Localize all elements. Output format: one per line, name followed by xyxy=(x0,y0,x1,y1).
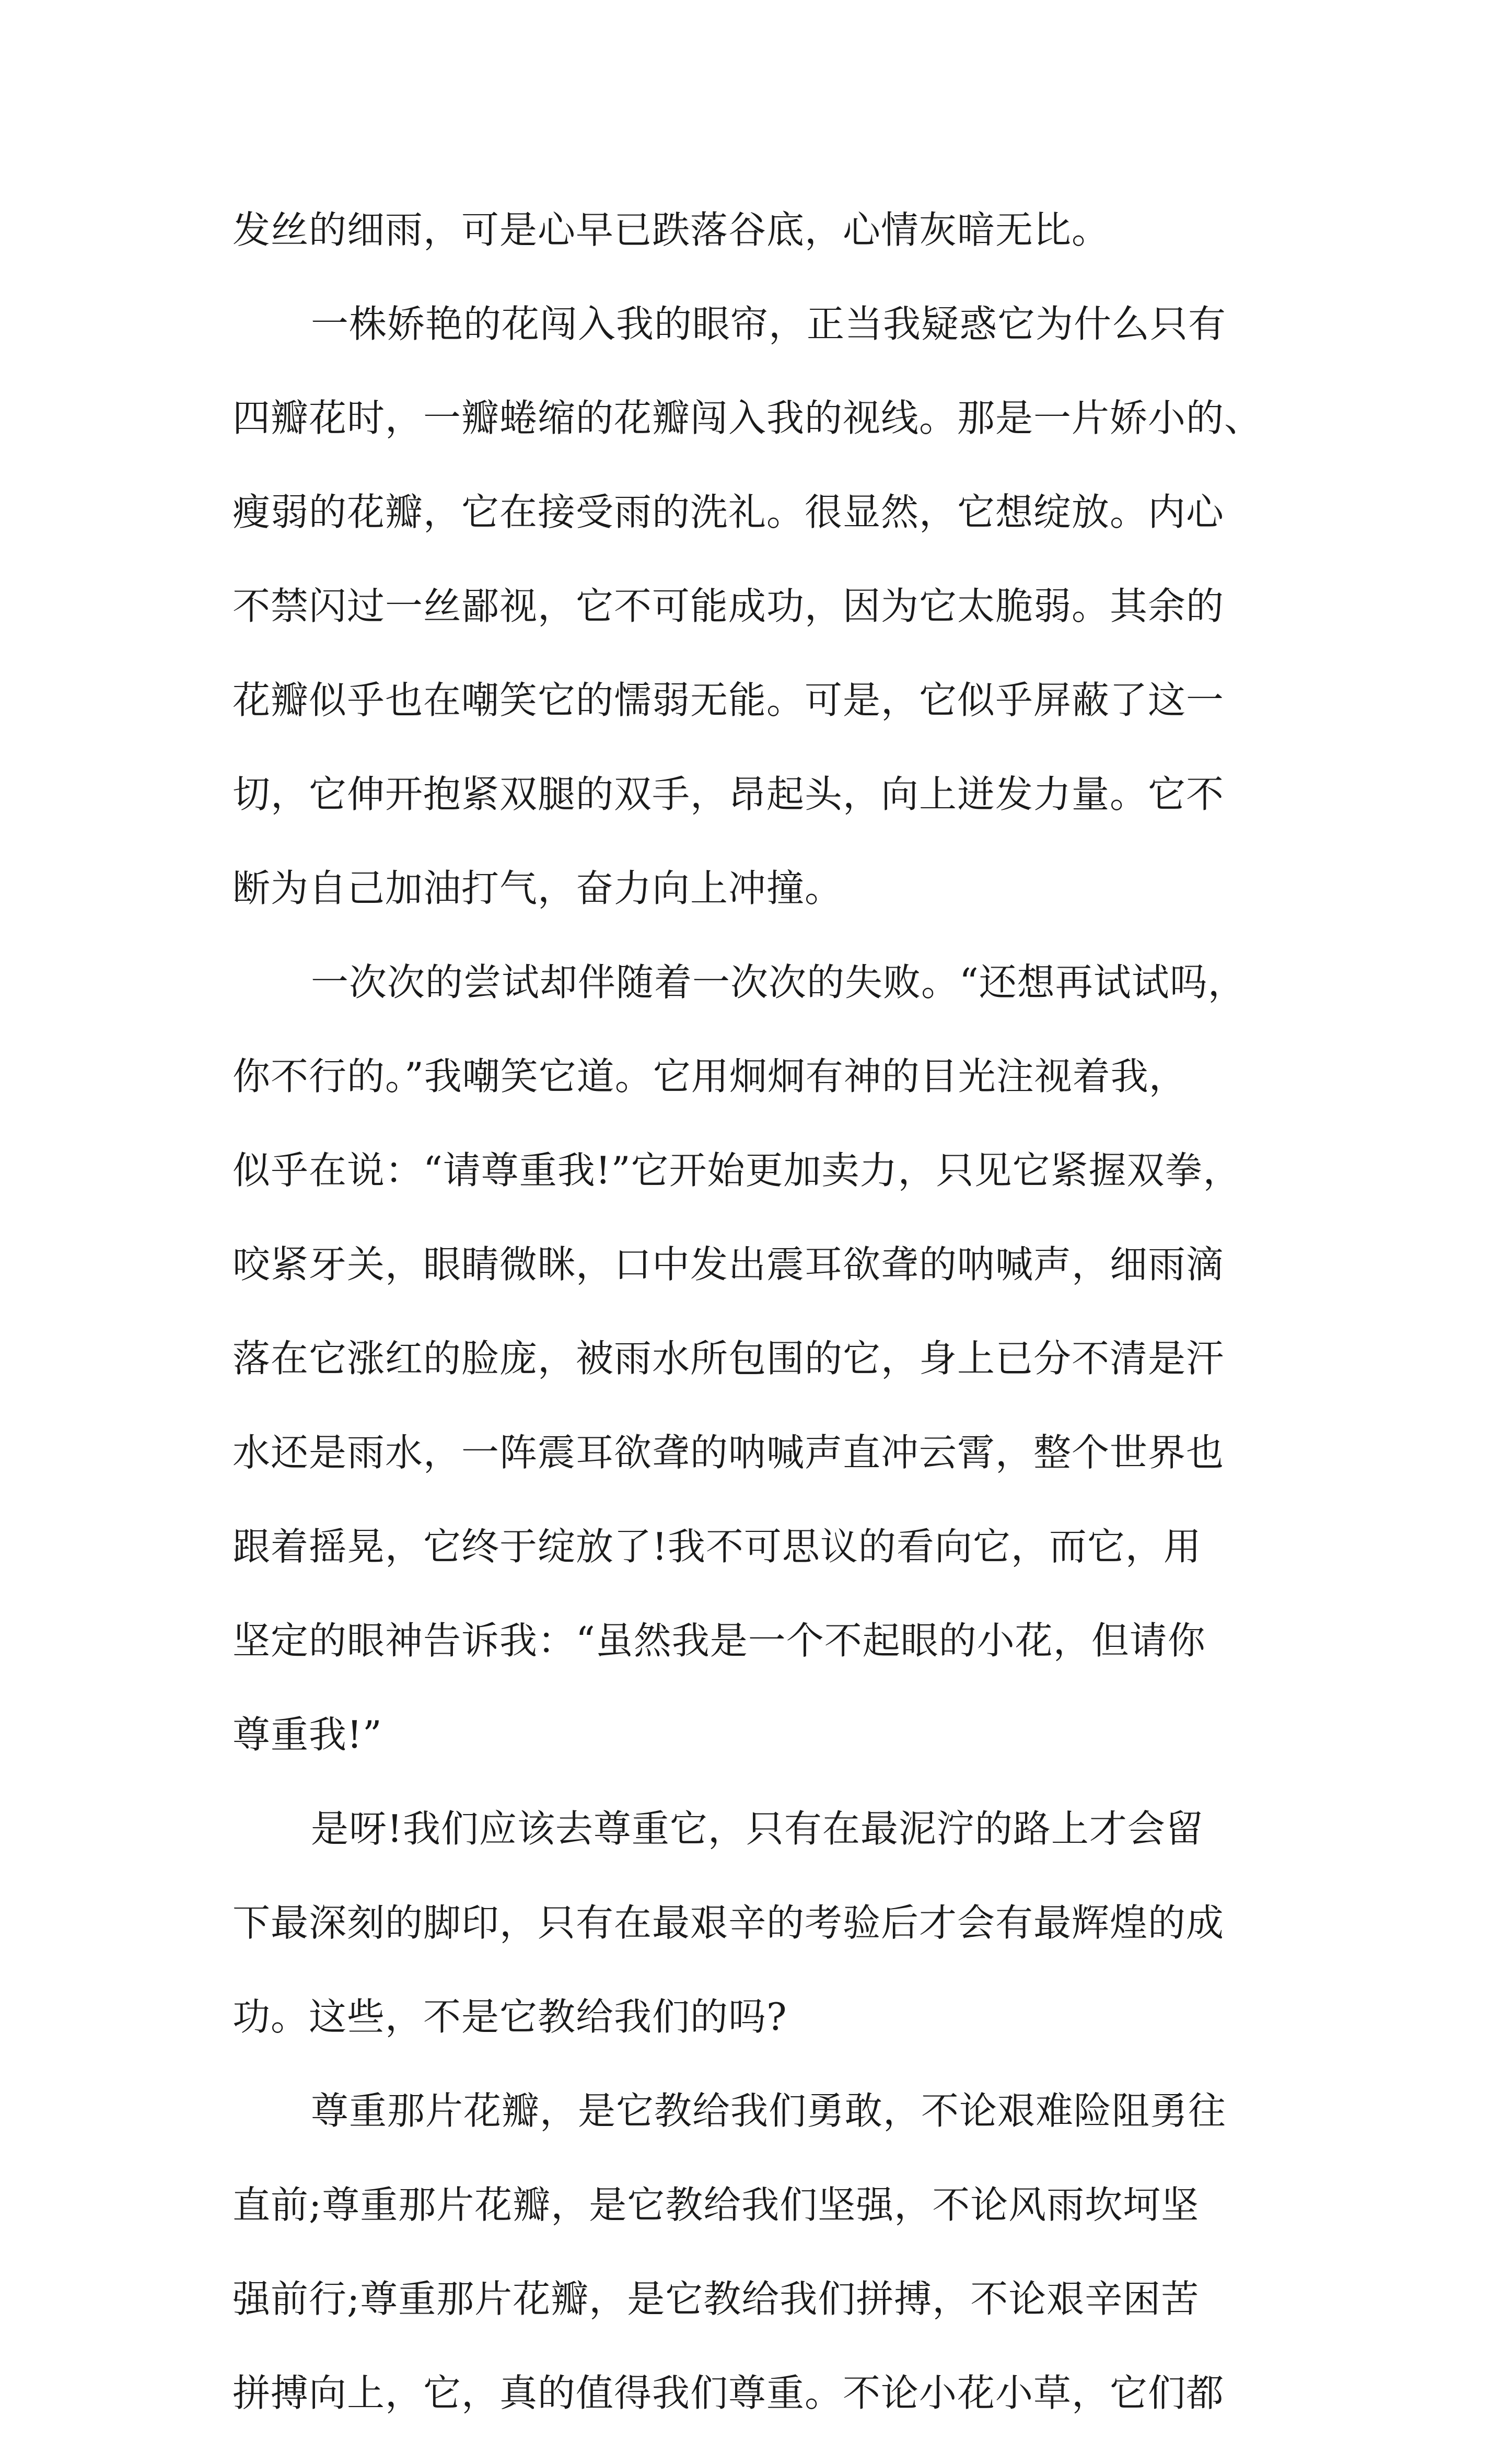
text-line: 落在它涨红的脸庞，被雨水所包围的它，身上已分不清是汗 xyxy=(232,1337,1225,1380)
text-line: 咬紧牙关，眼睛微眯，口中发出震耳欲聋的呐喊声，细雨滴 xyxy=(232,1242,1225,1286)
text-line: 直前;尊重那片花瓣，是它教给我们坚强，不论风雨坎坷坚 xyxy=(232,2183,1200,2227)
text-line: 坚定的眼神告诉我：“虽然我是一个不起眼的小花，但请你 xyxy=(232,1619,1206,1663)
text-line: 一次次的尝试却伴随着一次次的失败。“还想再试试吗， xyxy=(311,960,1246,1004)
text-line: 下最深刻的脚印，只有在最艰辛的考验后才会有最辉煌的成 xyxy=(232,1901,1225,1945)
text-line: 似乎在说：“请尊重我!”它开始更加卖力，只见它紧握双拳， xyxy=(232,1148,1241,1192)
text-line: 是呀!我们应该去尊重它，只有在最泥泞的路上才会留 xyxy=(311,1807,1204,1851)
text-line: 你不行的。”我嘲笑它道。它用炯炯有神的目光注视着我， xyxy=(232,1054,1187,1098)
body-text xyxy=(232,183,1283,2440)
text-line: 拼搏向上，它，真的值得我们尊重。不论小花小草，它们都 xyxy=(232,2371,1225,2415)
text-line: 发丝的细雨，可是心早已跌落谷底，心情灰暗无比。 xyxy=(232,208,1110,252)
text-line: 尊重那片花瓣，是它教给我们勇敢，不论艰难险阻勇往 xyxy=(311,2089,1227,2133)
text-line: 一株娇艳的花闯入我的眼帘，正当我疑惑它为什么只有 xyxy=(311,302,1227,346)
text-line: 切，它伸开抱紧双腿的双手，昂起头，向上迸发力量。它不 xyxy=(232,772,1225,816)
text-line: 不禁闪过一丝鄙视，它不可能成功，因为它太脆弱。其余的 xyxy=(232,584,1225,628)
text-line: 尊重我!” xyxy=(232,1713,382,1757)
text-line: 断为自己加油打气，奋力向上冲撞。 xyxy=(232,866,843,910)
text-line: 水还是雨水，一阵震耳欲聋的呐喊声直冲云霄，整个世界也 xyxy=(232,1431,1225,1474)
text-line: 四瓣花时，一瓣蜷缩的花瓣闯入我的视线。那是一片娇小的、 xyxy=(232,396,1263,440)
text-line: 跟着摇晃，它终于绽放了!我不可思议的看向它，而它，用 xyxy=(232,1525,1202,1568)
text-line: 花瓣似乎也在嘲笑它的懦弱无能。可是，它似乎屏蔽了这一 xyxy=(232,678,1225,722)
text-line: 强前行;尊重那片花瓣，是它教给我们拼搏，不论艰辛困苦 xyxy=(232,2277,1200,2321)
text-line: 功。这些，不是它教给我们的吗? xyxy=(232,1995,787,2039)
text-line: 瘦弱的花瓣，它在接受雨的洗礼。很显然，它想绽放。内心 xyxy=(232,490,1225,534)
